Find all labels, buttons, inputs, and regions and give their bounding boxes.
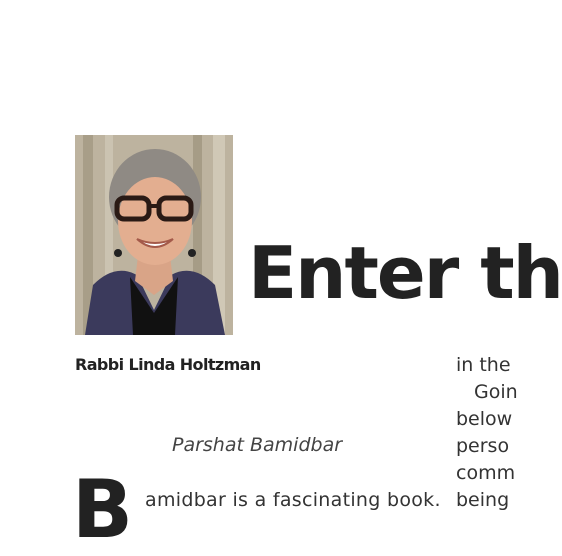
drop-cap: B xyxy=(72,463,133,556)
column-line: in the xyxy=(456,354,511,376)
column-line: Goin xyxy=(474,381,518,403)
column-line: perso xyxy=(456,435,510,457)
column-line: comm xyxy=(456,462,516,484)
author-name: Rabbi Linda Holtzman xyxy=(75,355,261,374)
article-headline: Enter th xyxy=(248,231,562,315)
column-line: below xyxy=(456,408,513,430)
column-line: being xyxy=(456,489,510,511)
article-first-line: amidbar is a fascinating book. xyxy=(145,489,441,511)
parsha-subtitle: Parshat Bamidbar xyxy=(172,434,343,456)
author-portrait xyxy=(75,135,233,335)
right-column-text xyxy=(456,352,518,514)
